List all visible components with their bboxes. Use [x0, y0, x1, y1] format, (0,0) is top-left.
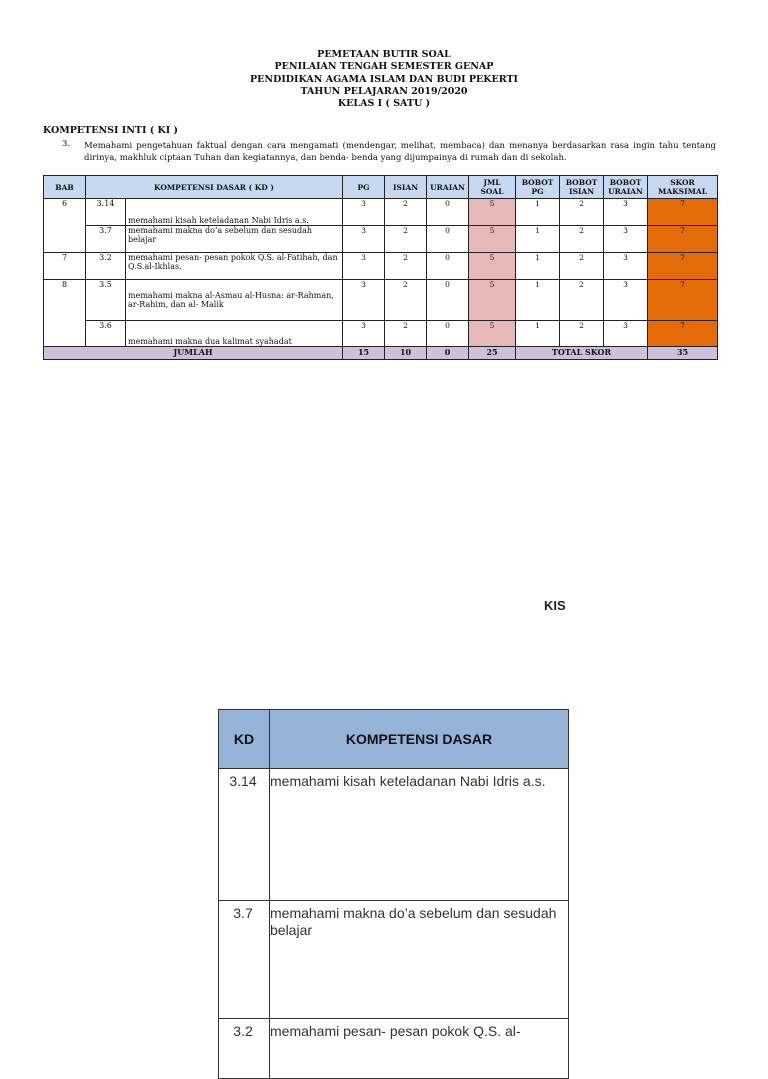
- bobot-isian-cell: 2: [560, 226, 604, 253]
- pg-cell: 3: [343, 199, 385, 226]
- bobot-uraian-cell: 3: [604, 253, 648, 280]
- header-skor-maksimal: SKOR MAKSIMAL: [648, 176, 718, 199]
- mapping-table: [43, 175, 718, 360]
- kd-description: memahami pesan- pesan pokok Q.S. al-Fatihah, dan Q.S.al-Ikhlas.: [126, 253, 343, 280]
- pg-cell: 3: [343, 280, 385, 321]
- total-isian: 10: [385, 347, 427, 360]
- bobot-pg-cell: 1: [516, 226, 560, 253]
- kd-number: 3.5: [86, 280, 126, 321]
- title-line-3: PENDIDIKAN AGAMA ISLAM DAN BUDI PEKERTI: [250, 73, 518, 85]
- uraian-cell: 0: [427, 199, 469, 226]
- bobot-isian-cell: 2: [560, 280, 604, 321]
- skor-maksimal-cell: 7: [648, 321, 718, 347]
- bobot-pg-cell: 1: [516, 253, 560, 280]
- table-row: [44, 280, 718, 321]
- jml-soal-cell: 5: [469, 280, 516, 321]
- kd-description: [126, 199, 343, 226]
- pg-cell: 3: [343, 226, 385, 253]
- header-bab: BAB: [44, 176, 86, 199]
- ki-heading: KOMPETENSI INTI ( KI ): [43, 125, 179, 136]
- bobot-pg-cell: 1: [516, 280, 560, 321]
- bobot-uraian-cell: 3: [604, 199, 648, 226]
- isian-cell: 2: [385, 226, 427, 253]
- bab-cell: 6: [44, 199, 86, 253]
- kd-description-text: memahami makna dua kalimat syahadat: [128, 337, 292, 346]
- kis-kd-number: 3.7: [219, 901, 270, 1019]
- header-uraian: URAIAN: [427, 176, 469, 199]
- isian-cell: 2: [385, 253, 427, 280]
- bobot-isian-cell: 2: [560, 253, 604, 280]
- total-uraian: 0: [427, 347, 469, 360]
- table-row: [44, 226, 718, 253]
- jml-soal-cell: 5: [469, 253, 516, 280]
- bobot-isian-cell: 2: [560, 199, 604, 226]
- kis-kd-description: memahami pesan- pesan pokok Q.S. al-: [270, 1019, 569, 1079]
- kd-description: [126, 280, 343, 321]
- total-skor-label: TOTAL SKOR: [516, 347, 648, 360]
- jml-soal-cell: 5: [469, 226, 516, 253]
- ki-text: Memahami pengetahuan faktual dengan cara mengamati (mendengar, melihat, membaca) dan menanya berdasarkan rasa ingin tahu tentang dirinya, makhluk ciptaan Tuhan dan kegiatannya, dan benda- benda yang dijumpainya di rumah dan di sekolah.: [84, 141, 716, 163]
- bobot-uraian-cell: 3: [604, 321, 648, 347]
- jumlah-label: JUMLAH: [44, 347, 343, 360]
- title-line-2: PENILAIAN TENGAH SEMESTER GENAP: [274, 61, 494, 73]
- bobot-uraian-cell: 3: [604, 280, 648, 321]
- skor-maksimal-cell: 7: [648, 253, 718, 280]
- kis-kd-description: memahami makna do’a sebelum dan sesudah belajar: [270, 901, 569, 1019]
- table-row: [219, 769, 569, 901]
- jumlah-row: [44, 347, 718, 360]
- table-row: [44, 321, 718, 347]
- table-header-row: [44, 176, 718, 199]
- kis-header-kompetensi: KOMPETENSI DASAR: [270, 710, 569, 769]
- kis-kd-number: 3.2: [219, 1019, 270, 1079]
- uraian-cell: 0: [427, 321, 469, 347]
- bobot-pg-cell: 1: [516, 321, 560, 347]
- kd-number: 3.2: [86, 253, 126, 280]
- kd-description: [126, 321, 343, 347]
- bab-cell: 8: [44, 280, 86, 347]
- kis-kd-number: 3.14: [219, 769, 270, 901]
- header-bobot-pg: BOBOT PG: [516, 176, 560, 199]
- kd-number: 3.7: [86, 226, 126, 253]
- skor-maksimal-cell: 7: [648, 226, 718, 253]
- isian-cell: 2: [385, 280, 427, 321]
- bab-cell: 7: [44, 253, 86, 280]
- skor-maksimal-cell: 7: [648, 280, 718, 321]
- title-line-4: TAHUN PELAJARAN 2019/2020: [300, 85, 468, 97]
- bobot-pg-cell: 1: [516, 199, 560, 226]
- kis-kd-description: memahami kisah keteladanan Nabi Idris a.s.: [270, 769, 569, 901]
- isian-cell: 2: [385, 321, 427, 347]
- kis-title: KIS: [544, 598, 566, 613]
- jml-soal-cell: 5: [469, 321, 516, 347]
- jml-soal-cell: 5: [469, 199, 516, 226]
- header-kd: KOMPETENSI DASAR ( KD ): [86, 176, 343, 199]
- uraian-cell: 0: [427, 226, 469, 253]
- header-isian: ISIAN: [385, 176, 427, 199]
- kis-header-row: [219, 710, 569, 769]
- header-bobot-uraian: BOBOT URAIAN: [604, 176, 648, 199]
- uraian-cell: 0: [427, 253, 469, 280]
- uraian-cell: 0: [427, 280, 469, 321]
- kis-header-kd: KD: [219, 710, 270, 769]
- isian-cell: 2: [385, 199, 427, 226]
- total-skor-value: 35: [648, 347, 718, 360]
- header-pg: PG: [343, 176, 385, 199]
- bobot-uraian-cell: 3: [604, 226, 648, 253]
- pg-cell: 3: [343, 253, 385, 280]
- kd-description-text: memahami kisah keteladanan Nabi Idris a.s.: [128, 216, 309, 225]
- total-jml-soal: 25: [469, 347, 516, 360]
- title-line-1: PEMETAAN BUTIR SOAL: [317, 49, 451, 60]
- kd-description: memahami makna do’a sebelum dan sesudah belajar: [126, 226, 343, 253]
- skor-maksimal-cell: 7: [648, 199, 718, 226]
- document-title: [0, 49, 768, 110]
- pg-cell: 3: [343, 321, 385, 347]
- kd-number: 3.14: [86, 199, 126, 226]
- title-line-5: KELAS I ( SATU ): [337, 98, 431, 110]
- table-row: [44, 199, 718, 226]
- table-row: [44, 253, 718, 280]
- table-row: [219, 1019, 569, 1079]
- header-bobot-isian: BOBOT ISIAN: [560, 176, 604, 199]
- kd-number: 3.6: [86, 321, 126, 347]
- table-row: [219, 901, 569, 1019]
- total-pg: 15: [343, 347, 385, 360]
- ki-number: 3.: [62, 139, 71, 149]
- bobot-isian-cell: 2: [560, 321, 604, 347]
- kd-description-text: memahami makna al-Asmau al-Husna: ar-Rahman, ar-Rahim, dan al- Malik: [128, 291, 334, 309]
- header-jml-soal: JML SOAL: [469, 176, 516, 199]
